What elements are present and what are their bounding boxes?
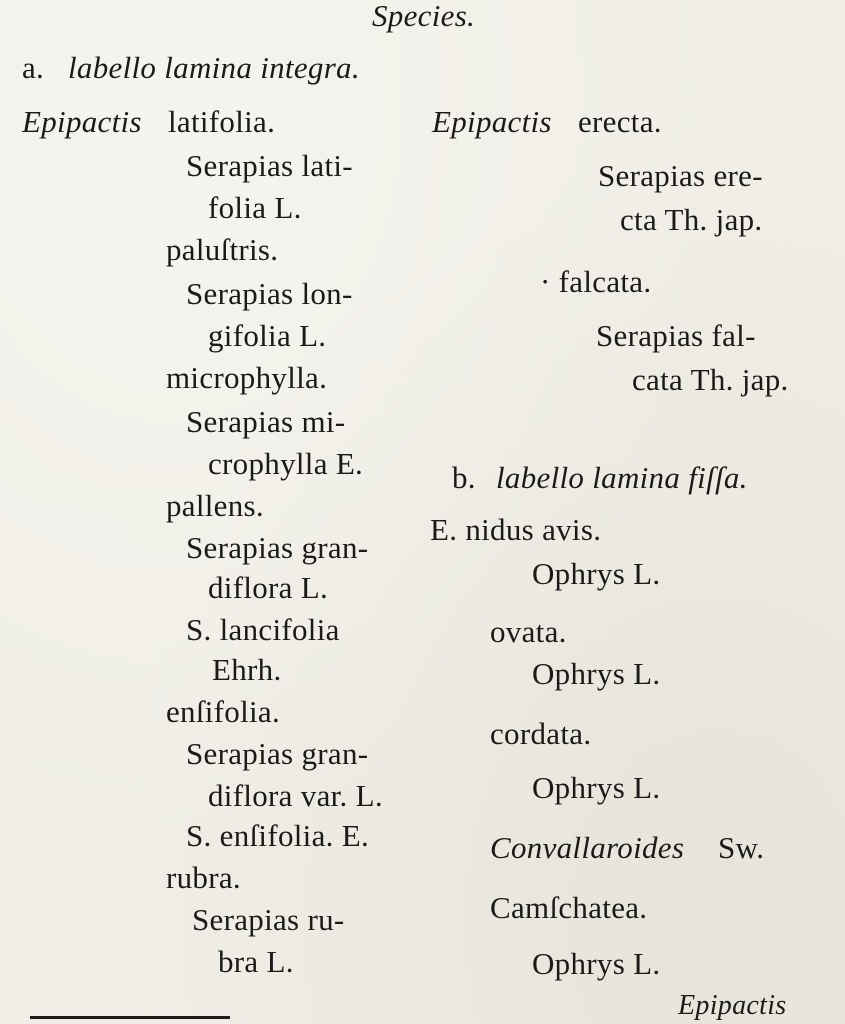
left-line: Serapias lon- bbox=[186, 276, 353, 311]
page-heading: Species. bbox=[372, 0, 476, 33]
right-convallaroides-author: Sw. bbox=[718, 830, 765, 865]
catchword: Epipactis bbox=[678, 990, 787, 1021]
left-species: rubra. bbox=[166, 860, 241, 895]
right-species: ovata. bbox=[490, 614, 567, 649]
right-line: cata Th. jap. bbox=[632, 362, 789, 397]
right-line: Serapias ere- bbox=[598, 158, 763, 193]
right-convallaroides: Convallaroides bbox=[490, 830, 685, 865]
left-species: pallens. bbox=[166, 488, 264, 523]
left-line: Serapias gran- bbox=[186, 530, 369, 565]
left-species: enſifolia. bbox=[166, 694, 281, 729]
right-line: Ophrys L. bbox=[532, 656, 661, 691]
left-line: Serapias gran- bbox=[186, 736, 369, 771]
left-line: Serapias lati- bbox=[186, 148, 353, 183]
left-line: Ehrh. bbox=[212, 652, 282, 687]
left-species: microphylla. bbox=[166, 360, 328, 395]
left-line: crophylla E. bbox=[208, 446, 364, 481]
section-b-marker: b. bbox=[452, 460, 476, 495]
right-line: Ophrys L. bbox=[532, 770, 661, 805]
left-line: diflora var. L. bbox=[208, 778, 383, 813]
right-species: cordata. bbox=[490, 716, 592, 751]
left-line: S. enſifolia. E. bbox=[186, 818, 370, 853]
right-line: cta Th. jap. bbox=[620, 202, 763, 237]
left-species: paluſtris. bbox=[166, 232, 279, 267]
footer-rule bbox=[30, 1016, 230, 1019]
left-line: bra L. bbox=[218, 944, 294, 979]
section-a-title: labello lamina integra. bbox=[68, 50, 360, 85]
right-species-erecta: erecta. bbox=[578, 104, 662, 139]
left-line: S. lancifolia bbox=[186, 612, 340, 647]
right-species: Camſchatea. bbox=[490, 890, 648, 925]
right-line: Ophrys L. bbox=[532, 946, 661, 981]
right-line: Serapias fal- bbox=[596, 318, 756, 353]
right-species: E. nidus avis. bbox=[430, 512, 602, 547]
section-a-marker: a. bbox=[22, 50, 45, 85]
left-line: gifolia L. bbox=[208, 318, 327, 353]
section-b-title: labello lamina fiſſa. bbox=[496, 460, 748, 495]
right-line: Ophrys L. bbox=[532, 556, 661, 591]
left-line: Serapias mi- bbox=[186, 404, 346, 439]
right-species: · falcata. bbox=[540, 264, 652, 299]
left-line: diflora L. bbox=[208, 570, 329, 605]
right-genus: Epipactis bbox=[432, 104, 552, 139]
left-line: Serapias ru- bbox=[192, 902, 345, 937]
left-line: folia L. bbox=[208, 190, 302, 225]
left-species-latifolia: latifolia. bbox=[168, 104, 276, 139]
left-genus: Epipactis bbox=[22, 104, 142, 139]
